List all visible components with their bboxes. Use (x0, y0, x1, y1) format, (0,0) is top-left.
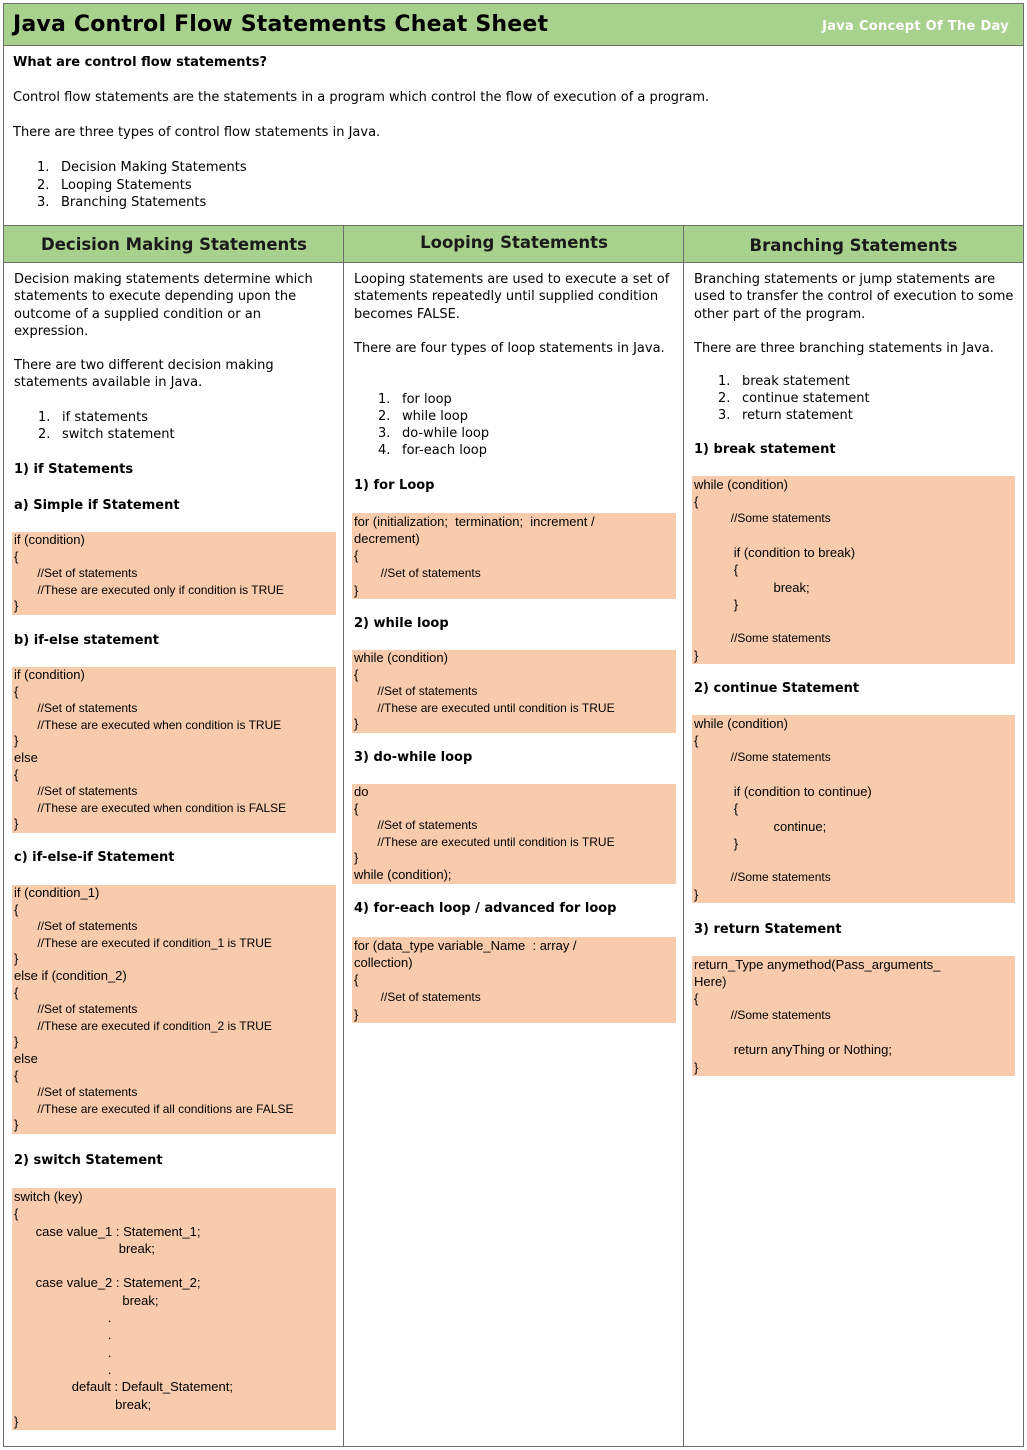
while-loop-heading: 2) while loop (354, 616, 449, 631)
code-line: for (initialization; termination; increment / (354, 514, 595, 529)
list-item: 2. while loop (378, 409, 468, 424)
looping-heading: Looping Statements (420, 233, 608, 252)
code-line: //These are executed only if condition is TRUE (14, 582, 284, 597)
code-line: //These are executed if condition_1 is TRUE (14, 935, 272, 950)
list-item: 1. if statements (38, 410, 149, 425)
continue-code (692, 715, 1015, 903)
code-line: if (condition) (14, 532, 85, 547)
code-line: Here) (694, 974, 727, 990)
if-statements-heading: 1) if Statements (14, 462, 134, 477)
simple-if-code (12, 532, 336, 615)
code-line (14, 1257, 334, 1274)
code-line (694, 852, 1013, 869)
code-line: } (354, 716, 359, 732)
for-loop-heading: 1) for Loop (354, 478, 435, 493)
code-line: . (14, 1344, 112, 1360)
code-line: } (14, 1117, 19, 1133)
code-line: { (14, 984, 19, 1000)
code-line: { (14, 901, 19, 917)
code-line: //Set of statements (354, 989, 481, 1004)
cheat-sheet (3, 3, 1024, 1447)
code-line: else if (condition_2) (14, 967, 127, 983)
code-line: switch (key) (14, 1189, 83, 1204)
if-else-code (12, 667, 336, 833)
code-line: { (354, 972, 359, 988)
code-line: while (condition) (694, 477, 788, 492)
looping-description: Looping statements are used to execute a set of statements repeatedly until supplied condition becomes FALSE. (354, 272, 670, 322)
decision-heading: Decision Making Statements (41, 235, 307, 254)
code-line: { (354, 800, 359, 816)
do-while-heading: 3) do-while loop (354, 750, 473, 765)
branching-heading: Branching Statements (749, 236, 958, 255)
title-bar (4, 4, 1023, 46)
code-line: break; (14, 1396, 152, 1412)
column-header-row (4, 225, 1023, 263)
code-line: //Set of statements (14, 566, 138, 581)
code-line: //Some statements (694, 750, 831, 765)
code-line: //Set of statements (14, 701, 138, 716)
code-line: //Set of statements (14, 784, 138, 799)
return-heading: 3) return Statement (694, 922, 842, 937)
code-line: while (condition) (354, 650, 448, 665)
code-line: while (condition); (354, 866, 452, 882)
code-line: if (condition_1) (14, 885, 100, 900)
list-item: 3. do-while loop (378, 426, 490, 441)
branching-description: Branching statements or jump statements are used to transfer the control of execution to some other part of the program. (694, 272, 1014, 322)
branching-column (684, 263, 1023, 1446)
code-line: do (354, 784, 369, 799)
for-loop-code (352, 513, 676, 599)
code-line: } (14, 816, 19, 832)
if-else-if-code (12, 885, 336, 1134)
code-line (694, 613, 1013, 630)
code-line: //Some statements (694, 630, 831, 645)
looping-four-types-line: There are four types of loop statements in Java. (354, 341, 665, 356)
code-line: } (354, 582, 359, 598)
list-item: 3. Branching Statements (37, 195, 207, 210)
intro-definition: Control flow statements are the statements in a program which control the flow of execution of a program. (13, 90, 710, 105)
code-line: { (694, 991, 699, 1007)
code-line: //Some statements (694, 1008, 831, 1023)
code-line: } (14, 1034, 19, 1050)
code-line: if (condition to continue) (694, 784, 872, 800)
code-line: { (694, 494, 699, 510)
list-item: 1. break statement (718, 374, 850, 389)
code-line: collection) (354, 955, 413, 971)
brand-label: Java Concept Of The Day (822, 19, 1009, 34)
return-code (692, 956, 1015, 1076)
code-line: { (694, 733, 699, 749)
decision-two-types-line: There are two different decision making statements available in Java. (14, 358, 274, 391)
code-line: //Set of statements (14, 919, 138, 934)
switch-heading: 2) switch Statement (14, 1153, 163, 1168)
code-line: } (694, 835, 739, 851)
intro-types-list (37, 159, 247, 212)
code-line: } (14, 598, 19, 614)
code-line: { (694, 801, 739, 817)
code-line: return_Type anymethod(Pass_arguments_ (694, 957, 941, 972)
code-line: //Set of statements (14, 1002, 138, 1017)
code-line: } (14, 1413, 19, 1429)
code-line: { (354, 548, 359, 564)
simple-if-heading: a) Simple if Statement (14, 498, 180, 513)
break-code (692, 476, 1015, 664)
code-line: { (694, 562, 739, 578)
code-line: } (354, 1006, 359, 1022)
code-line (694, 1024, 1013, 1041)
intro-section (13, 54, 1013, 210)
code-line: break; (14, 1240, 155, 1256)
code-line: } (14, 951, 19, 967)
code-line: { (354, 666, 359, 682)
looping-types-list (378, 391, 489, 459)
list-item: 2. switch statement (38, 427, 175, 442)
code-line: //These are executed when condition is FALSE (14, 800, 287, 815)
code-line: { (14, 766, 19, 782)
code-line: //These are executed until condition is TRUE (354, 700, 615, 715)
code-line: continue; (694, 818, 827, 834)
for-each-code (352, 937, 676, 1023)
intro-types-line: There are three types of control flow statements in Java. (13, 125, 381, 140)
page-title: Java Control Flow Statements Cheat Sheet (13, 12, 549, 37)
list-item: 2. Looping Statements (37, 177, 192, 193)
code-line: //Some statements (694, 511, 831, 526)
code-line: //These are executed until condition is TRUE (354, 834, 615, 849)
list-item: 2. continue statement (718, 391, 870, 406)
code-line: { (14, 683, 19, 699)
code-line: return anyThing or Nothing; (694, 1042, 892, 1058)
looping-column (344, 263, 684, 1446)
code-line: //These are executed if all conditions are FALSE (14, 1101, 294, 1116)
code-line: default : Default_Statement; (14, 1379, 233, 1395)
if-else-heading: b) if-else statement (14, 633, 159, 648)
list-item: 4. for-each loop (378, 443, 487, 458)
code-line: } (694, 596, 739, 612)
code-line: //Set of statements (354, 684, 478, 699)
code-line: break; (14, 1292, 159, 1308)
code-line: . (14, 1310, 112, 1326)
while-loop-code (352, 650, 676, 733)
list-item: 3. return statement (718, 408, 853, 423)
code-line: } (14, 733, 19, 749)
code-line: for (data_type variable_Name : array / (354, 938, 577, 953)
do-while-code (352, 784, 676, 884)
code-line: //These are executed if condition_2 is TRUE (14, 1018, 272, 1033)
decision-description: Decision making statements determine which statements to execute depending upon the outcome of a supplied condition or an expression. (14, 272, 313, 339)
code-line (694, 527, 1013, 544)
code-line: //Set of statements (354, 818, 478, 833)
code-line: //These are executed when condition is TRUE (14, 717, 282, 732)
code-line: { (14, 548, 19, 564)
code-line (694, 766, 1013, 783)
code-line: else (14, 1050, 38, 1066)
code-line: } (354, 850, 359, 866)
code-line: } (694, 886, 699, 902)
code-line: break; (694, 579, 810, 595)
code-line: //Some statements (694, 869, 831, 884)
branching-three-line: There are three branching statements in Java. (694, 341, 994, 356)
code-line: case value_1 : Statement_1; (14, 1223, 201, 1239)
code-line: } (694, 1059, 699, 1075)
decision-types-list (38, 409, 175, 443)
code-line: while (condition) (694, 716, 788, 731)
break-heading: 1) break statement (694, 442, 836, 457)
code-line: if (condition to break) (694, 545, 856, 561)
code-line: { (14, 1067, 19, 1083)
if-else-if-heading: c) if-else-if Statement (14, 850, 175, 865)
code-line: case value_2 : Statement_2; (14, 1275, 201, 1291)
branching-types-list (718, 373, 870, 424)
code-line: . (14, 1361, 112, 1377)
code-line: //Set of statements (14, 1085, 138, 1100)
code-line: . (14, 1327, 112, 1343)
code-line: { (14, 1206, 19, 1222)
list-item: 1. Decision Making Statements (37, 160, 247, 175)
list-item: 1. for loop (378, 392, 452, 407)
code-line: else (14, 749, 38, 765)
code-line: if (condition) (14, 667, 85, 682)
intro-question: What are control flow statements? (13, 55, 268, 70)
for-each-heading: 4) for-each loop / advanced for loop (354, 901, 617, 916)
switch-code (12, 1188, 336, 1430)
code-line: //Set of statements (354, 565, 481, 580)
code-line: decrement) (354, 531, 420, 547)
decision-column (4, 263, 344, 1446)
continue-heading: 2) continue Statement (694, 681, 860, 696)
code-line: } (694, 647, 699, 663)
